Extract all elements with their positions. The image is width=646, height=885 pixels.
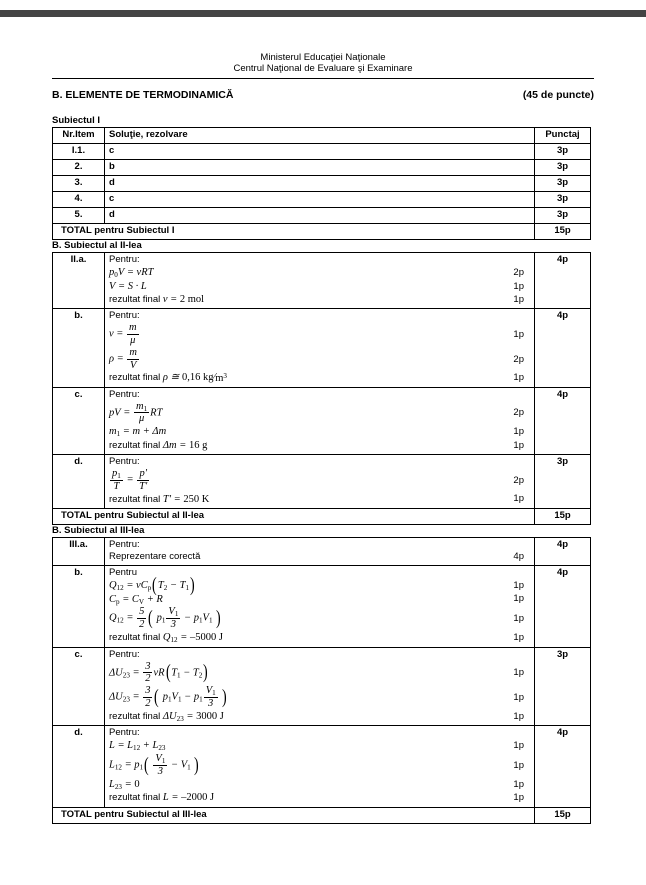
solution-line <box>109 593 530 607</box>
result-line <box>109 371 496 384</box>
row-points: 3p <box>535 647 591 726</box>
formula-q12-cp: $Q_{12} = \nu C_p(T_2 - T_1)$ <box>109 573 195 596</box>
section-label-1: Subiectul I <box>52 115 101 127</box>
section-label-2: B. Subiectul al II-lea <box>52 240 142 252</box>
result-lead: rezultat final <box>109 631 161 643</box>
header-solution: Soluţie, rezolvare <box>105 128 535 144</box>
result-lead: rezultat final <box>109 710 161 722</box>
line-points: 1p <box>513 631 524 643</box>
footer-right <box>587 878 590 885</box>
row-points: 4p <box>535 253 591 309</box>
solution-line <box>109 425 530 439</box>
answer-letter: c <box>105 144 535 160</box>
item-number: 2. <box>53 160 105 176</box>
solution-line <box>109 347 530 372</box>
solution-line <box>109 293 530 306</box>
solution-line <box>109 753 530 778</box>
page-footer-fragment <box>52 878 590 885</box>
line-points: 1p <box>513 691 524 703</box>
row-points: 3p <box>535 208 591 224</box>
formula-isochoric-law: $\frac{p_1}{T}$ = $\frac{p'}{T'}$ <box>112 468 148 492</box>
result-lead: rezultat final <box>109 440 161 451</box>
line-points: 1p <box>513 426 524 438</box>
item-number: III.a. <box>53 537 105 565</box>
formula-l12: $L_{12} = p_1$( $\frac{V_1}{3}$ − $V_1$ ) <box>109 753 199 777</box>
formula-v-sl: V = S · L <box>109 280 147 292</box>
solution-row-2a <box>53 253 591 309</box>
line-points: 1p <box>513 710 524 722</box>
formula-du23-result: $\Delta U_{23} = 3000$ J <box>162 710 224 723</box>
row-points: 3p <box>535 455 591 509</box>
line-points: 1p <box>513 372 524 384</box>
line-points: 1p <box>513 778 524 790</box>
pentru-label: Pentru: <box>109 310 140 322</box>
solution-line <box>109 322 530 347</box>
item-number: 5. <box>53 208 105 224</box>
solution-row-3b <box>53 565 591 647</box>
total-label: TOTAL pentru Subiectul I <box>53 224 535 240</box>
result-lead: rezultat final <box>109 294 161 306</box>
line-points: 4p <box>513 550 524 562</box>
result-line <box>109 439 496 452</box>
solution-line <box>109 606 530 631</box>
solution-line <box>109 280 530 293</box>
pentru-label: Pentru: <box>109 727 140 739</box>
table-row <box>53 176 591 192</box>
total-label: TOTAL pentru Subiectul al III-lea <box>53 807 535 823</box>
solution-cell <box>105 455 535 509</box>
line-points: 1p <box>513 439 524 451</box>
answer-letter: b <box>105 160 535 176</box>
row-points: 3p <box>535 192 591 208</box>
result-line <box>109 710 496 724</box>
solution-row-3c <box>53 647 591 726</box>
total-points-label: (45 de puncte) <box>522 89 594 102</box>
line-points: 1p <box>513 759 524 771</box>
item-number: c. <box>53 647 105 726</box>
solution-row-3d <box>53 726 591 807</box>
solution-line <box>109 791 530 804</box>
solution-line <box>109 401 530 426</box>
header-rule <box>52 78 594 79</box>
total-label: TOTAL pentru Subiectul al II-lea <box>53 508 535 524</box>
formula-l-sum: $L = L_{12} + L_{23}$ <box>109 740 166 753</box>
item-number: d. <box>53 726 105 807</box>
solution-cell <box>105 726 535 807</box>
formula-q12-expanded: $Q_{12}$ = $\frac{5}{2}$ ( $p_1$ $\frac{V_1}{3}$ − $p_1V_1$ ) <box>109 606 221 631</box>
page-title: B. ELEMENTE DE TERMODINAMICĂ <box>52 89 234 102</box>
table-row <box>53 192 591 208</box>
answer-letter: d <box>105 208 535 224</box>
pentru-label: Pentru: <box>109 388 140 400</box>
item-number: 3. <box>53 176 105 192</box>
row-points: 4p <box>535 387 591 454</box>
item-number: I.1. <box>53 144 105 160</box>
solution-line <box>109 685 530 710</box>
line-points: 1p <box>513 593 524 605</box>
line-points: 1p <box>513 792 524 804</box>
formula-pv-m1-mu-rt: pV = $\frac{m_1}{\mu}$ RT <box>109 400 163 425</box>
line-points: 1p <box>513 579 524 591</box>
total-points: 15p <box>535 807 591 823</box>
formula-deltam-result: Δm = 16 g <box>162 440 208 451</box>
solution-cell <box>105 253 535 309</box>
result-lead: rezultat final <box>109 493 161 505</box>
formula-p0v-nrt: $p_0V = \nu RT$ <box>109 267 154 279</box>
row-points: 4p <box>535 537 591 565</box>
row-points: 3p <box>535 176 591 192</box>
line-points: 2p <box>513 353 524 365</box>
center-line: Centrul Naţional de Evaluare şi Examinare <box>233 63 413 75</box>
title-row <box>52 89 594 101</box>
line-points: 1p <box>513 293 524 305</box>
table-row <box>53 208 591 224</box>
line-points: 1p <box>513 493 524 505</box>
formula-l23-zero: $L_{23} = 0$ <box>109 778 140 791</box>
solution-line <box>109 371 530 384</box>
item-number: b. <box>53 565 105 647</box>
table-subiectul-2 <box>52 252 591 525</box>
formula-nu-m-mu: ν = $\frac{m}{\mu}$ <box>109 322 137 347</box>
solution-line <box>109 631 530 645</box>
solution-cell <box>105 537 535 565</box>
line-points: 1p <box>513 613 524 625</box>
formula-q12-result: $Q_{12} = -5000$ J <box>162 631 223 644</box>
row-points: 3p <box>535 144 591 160</box>
section-label-3: B. Subiectul al III-lea <box>52 524 145 536</box>
solution-line <box>109 493 530 506</box>
formula-rho-result: ρ ≅ 0,16 $kg⁄m^3$ <box>162 371 227 384</box>
item-number: 4. <box>53 192 105 208</box>
header-points: Punctaj <box>535 128 591 144</box>
footer-left <box>52 878 55 885</box>
total-row <box>53 508 591 524</box>
result-line <box>109 293 496 306</box>
solution-line <box>109 778 530 792</box>
solution-cell <box>105 647 535 726</box>
solution-line <box>109 573 530 596</box>
solution-cell <box>105 309 535 387</box>
formula-rho-m-v: ρ = $\frac{m}{V}$ <box>109 346 137 371</box>
solution-row-2c <box>53 387 591 454</box>
total-row <box>53 807 591 823</box>
header-item: Nr.Item <box>53 128 105 144</box>
pentru-label: Pentru: <box>109 648 140 660</box>
result-line <box>109 631 496 645</box>
solution-line <box>109 266 530 280</box>
item-number: c. <box>53 387 105 454</box>
table-row <box>53 160 591 176</box>
total-row <box>53 224 591 240</box>
row-points: 3p <box>535 160 591 176</box>
masthead <box>52 52 594 74</box>
pentru-label: Pentru <box>109 566 137 578</box>
line-points: 2p <box>513 267 524 279</box>
line-points: 1p <box>513 329 524 341</box>
line-points: 1p <box>513 667 524 679</box>
pentru-label: Pentru: <box>109 456 140 468</box>
formula-m1-sum: $m_1 = m + \Delta m$ <box>109 426 167 439</box>
table-header-row <box>53 128 591 144</box>
formula-du23-temp: $\Delta U_{23}$ = $\frac{3}{2}$ $\nu R(T_1 - T_2)$ <box>109 660 208 685</box>
result-lead: rezultat final <box>109 792 161 804</box>
formula-du23-pv: $\Delta U_{23}$ = $\frac{3}{2}$ ( $p_1V_1 - p_1$ $\frac{V_1}{3}$ ) <box>109 685 227 709</box>
row-points: 4p <box>535 565 591 647</box>
solution-row-3a <box>53 537 591 565</box>
ministry-line: Ministerul Educaţiei Naţionale <box>260 52 386 63</box>
table-subiectul-1 <box>52 127 591 240</box>
item-number: d. <box>53 455 105 509</box>
solution-line <box>109 439 530 452</box>
formula-l-result: L = –2000 J <box>162 792 215 804</box>
formula-tprime-result: T′ = 250 K <box>162 493 210 505</box>
item-number: II.a. <box>53 253 105 309</box>
table-subiectul-3 <box>52 537 591 824</box>
solution-line <box>109 661 530 686</box>
answer-letter: c <box>105 192 535 208</box>
solution-row-2d <box>53 455 591 509</box>
table-row <box>53 144 591 160</box>
result-line <box>109 493 496 506</box>
line-points: 2p <box>513 407 524 419</box>
total-points: 15p <box>535 508 591 524</box>
solution-line <box>109 710 530 724</box>
line-points: 2p <box>513 474 524 486</box>
pentru-label: Pentru: <box>109 538 140 550</box>
line-points: 1p <box>513 740 524 752</box>
line-points: 1p <box>513 280 524 292</box>
representation-text: Reprezentare corectă <box>109 550 201 562</box>
pentru-label: Pentru: <box>109 254 140 266</box>
row-points: 4p <box>535 726 591 807</box>
total-points: 15p <box>535 224 591 240</box>
formula-nu-result: ν = 2 mol <box>162 294 205 306</box>
solution-cell <box>105 387 535 454</box>
solution-cell <box>105 565 535 647</box>
result-line <box>109 791 496 804</box>
formula-mayer: $C_p = C_V + R$ <box>109 593 163 606</box>
item-number: b. <box>53 309 105 387</box>
answer-letter: d <box>105 176 535 192</box>
solution-line <box>109 551 530 563</box>
result-lead: rezultat final <box>109 372 161 384</box>
row-points: 4p <box>535 309 591 387</box>
solution-line <box>109 739 530 753</box>
solution-line <box>109 468 530 493</box>
solution-row-2b <box>53 309 591 387</box>
